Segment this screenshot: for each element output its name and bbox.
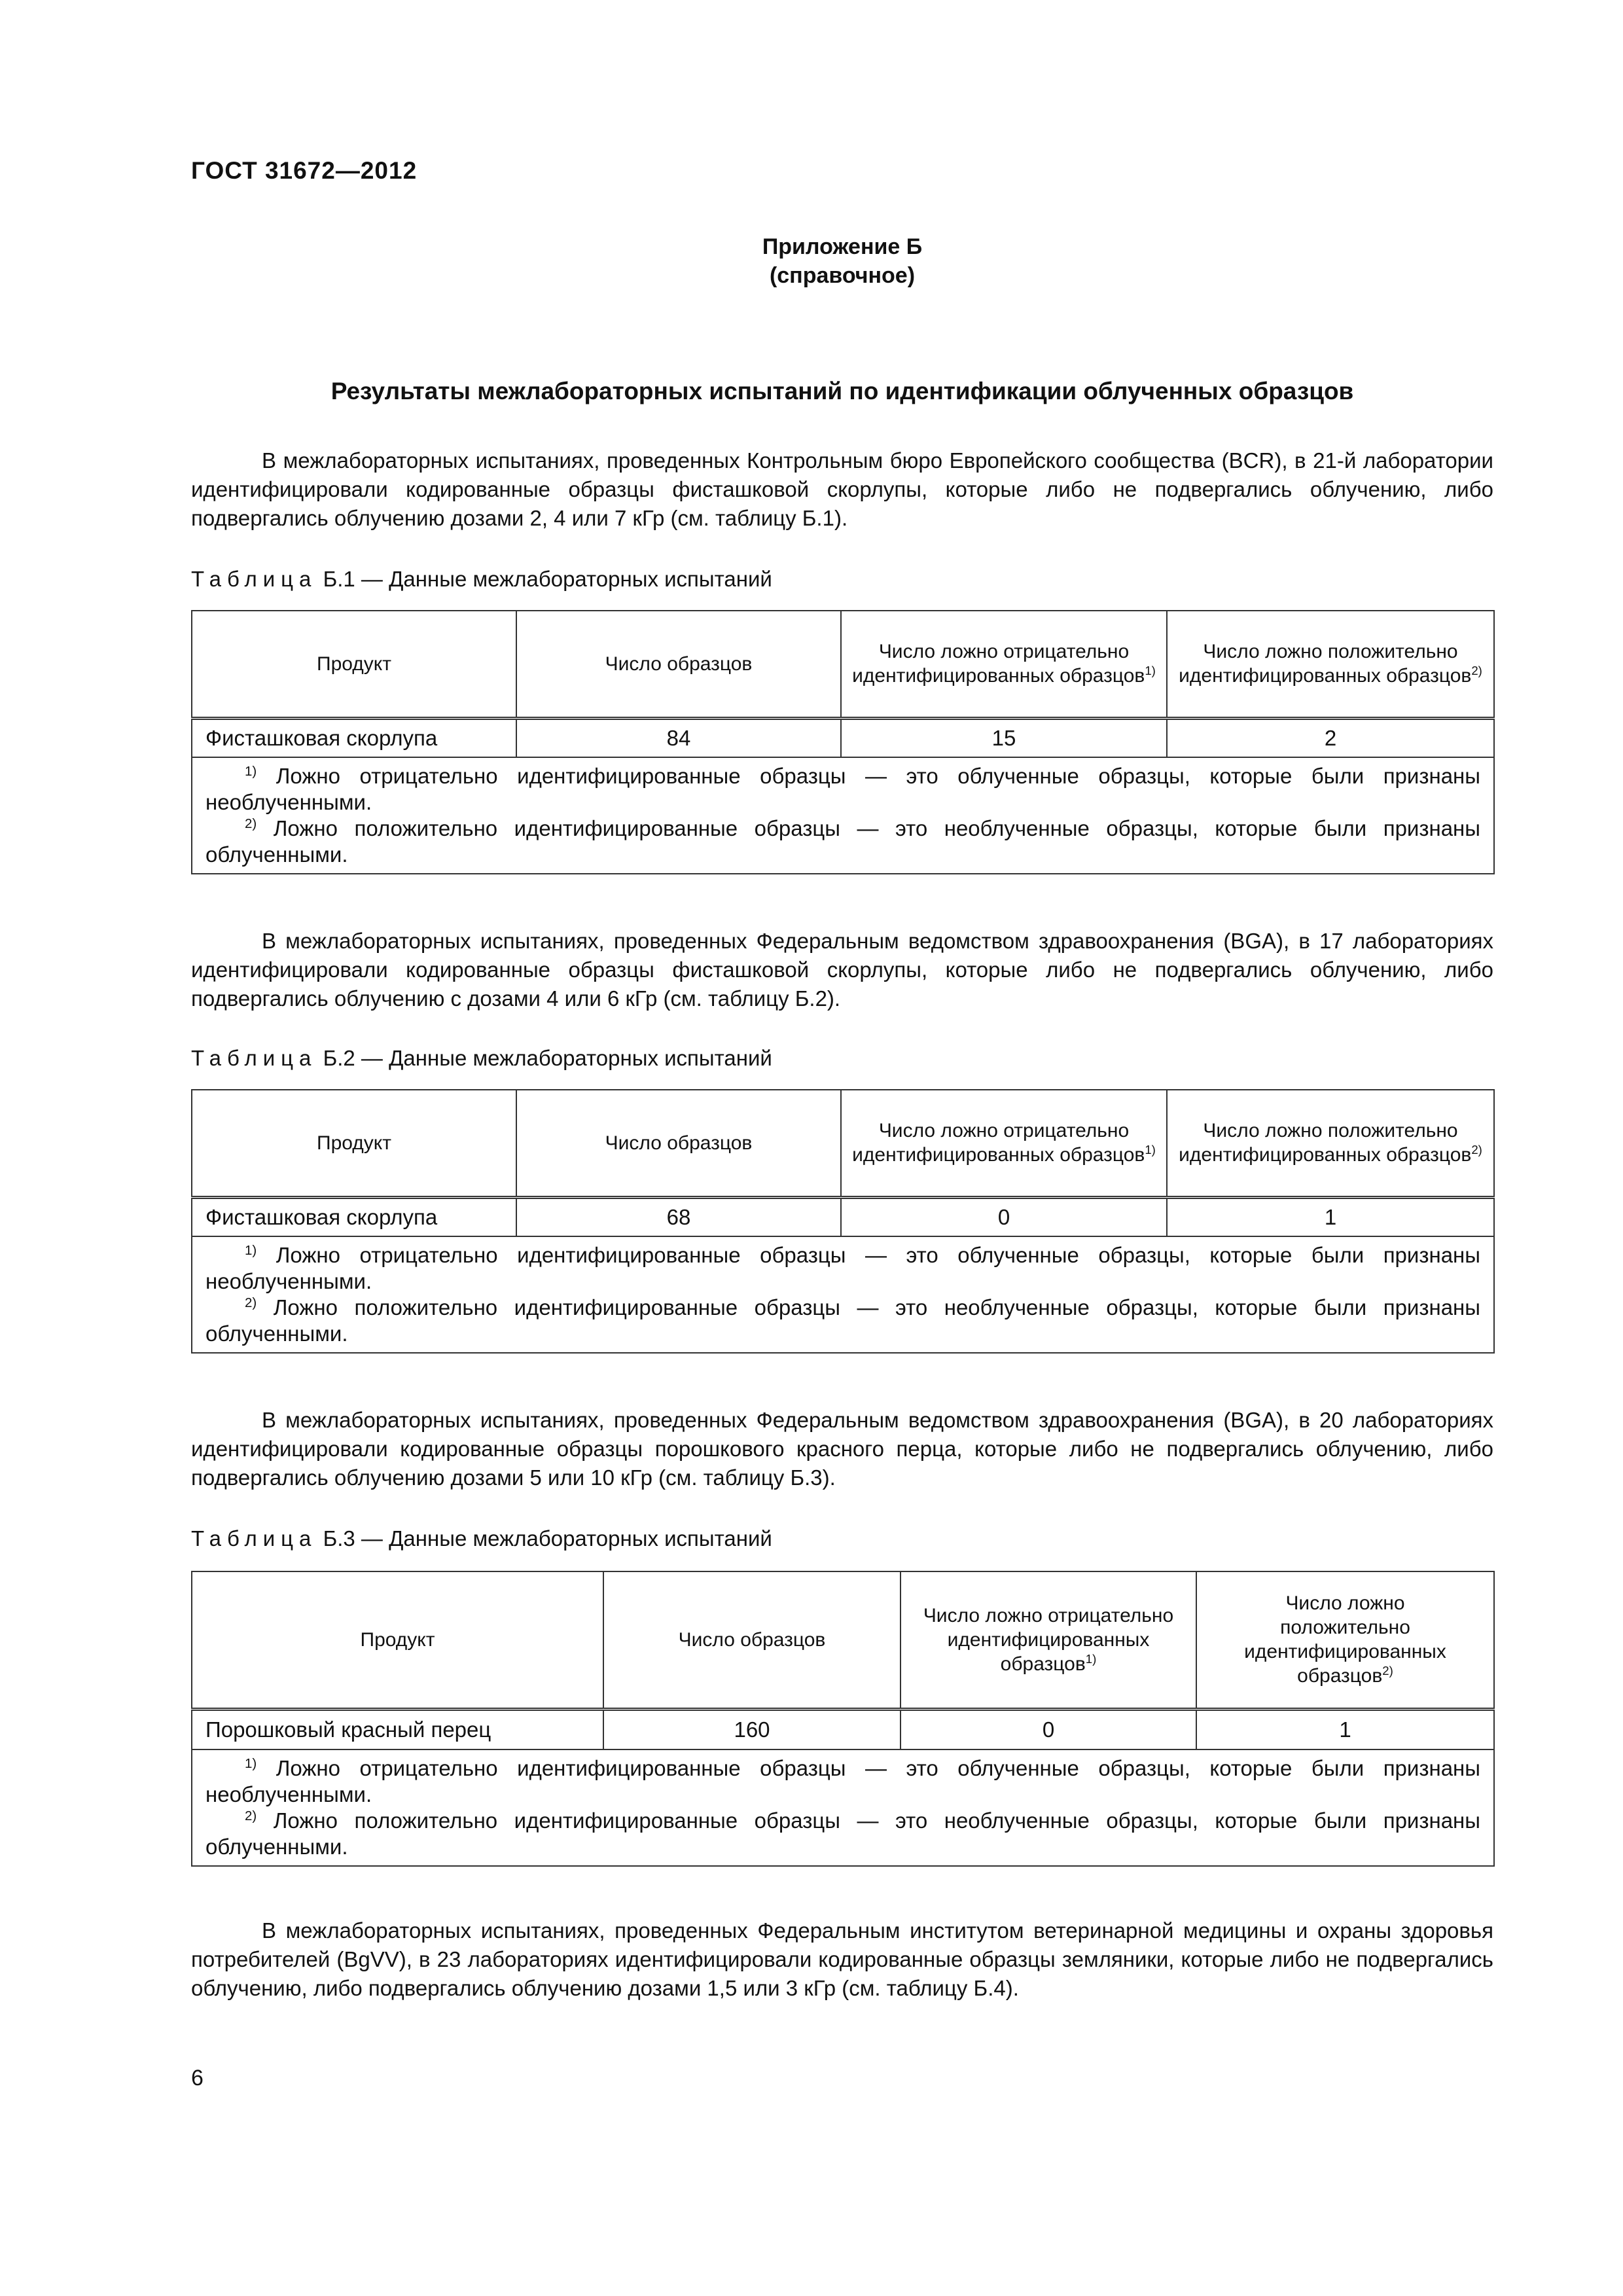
table-b2 — [191, 1089, 1495, 1354]
cell-false-positive: 2 — [1167, 718, 1494, 757]
table-caption-text: Б.2 — Данные межлабораторных испытаний — [323, 1046, 772, 1070]
table-notes-row — [192, 757, 1494, 874]
header-product: Продукт — [192, 1571, 603, 1709]
page-number: 6 — [191, 2066, 204, 2090]
document-page — [191, 0, 1493, 2296]
table-notes-row — [192, 1236, 1494, 1353]
table-row — [192, 718, 1494, 757]
cell-product: Порошковый красный перец — [192, 1709, 603, 1749]
paragraph-4 — [191, 1916, 1493, 2003]
table-notes-row — [192, 1749, 1494, 1866]
paragraph-text: В межлабораторных испытаниях, проведенных Федеральным ведомством здравоохранения (BGA), в 17 лабораториях идентифицировали кодированные образцы фисташковой скорлупы, которые либо не подвергались облучению, либо подвергались облучению с дозами 4 или 6 кГр (см. таблицу Б.2). — [191, 929, 1493, 1011]
footnote-1: $^{1)}$ Ложно отрицательно идентифицированные образцы — это облученные образцы, которые были признаны необлученными. — [205, 764, 1480, 814]
section-title: Результаты межлабораторных испытаний по идентификации облученных образцов — [330, 378, 1354, 404]
table-b1 — [191, 610, 1495, 874]
table-header-row — [192, 611, 1494, 718]
paragraph-3 — [191, 1406, 1493, 1492]
paragraph-text: В межлабораторных испытаниях, проведенных Контрольным бюро Европейского сообщества (BCR), в 21-й лаборатории идентифицировали кодированные образцы фисташковой скорлупы, которые либо не подвергались облучению, либо подвергались облучению дозами 2, 4 или 7 кГр (см. таблицу Б.1). — [191, 448, 1493, 530]
appendix-label: Приложение Б — [762, 234, 923, 259]
table-caption-label: Таблица — [191, 567, 317, 591]
table-b3 — [191, 1571, 1495, 1867]
table-caption-label: Таблица — [191, 1526, 317, 1551]
header-false-positive: Число ложно положительно идентифицированных образцов$^{2)}$ — [1167, 1090, 1494, 1197]
cell-sample-count: 160 — [603, 1709, 901, 1749]
table-caption-text: Б.1 — Данные межлабораторных испытаний — [323, 567, 772, 591]
table-caption-label: Таблица — [191, 1046, 317, 1070]
footnote-mark: 1) — [1145, 664, 1156, 678]
cell-false-negative: 15 — [841, 718, 1167, 757]
header-sample-count: Число образцов — [603, 1571, 901, 1709]
document-code: ГОСТ 31672—2012 — [191, 157, 418, 184]
appendix-type: (справочное) — [769, 263, 916, 288]
table-caption-text: Б.3 — Данные межлабораторных испытаний — [323, 1526, 772, 1551]
footnote-mark: 2) — [1471, 1143, 1482, 1157]
header-product: Продукт — [192, 1090, 516, 1197]
paragraph-2 — [191, 927, 1493, 1013]
cell-product: Фисташковая скорлупа — [192, 718, 516, 757]
footnote-1: $^{1)}$ Ложно отрицательно идентифицированные образцы — это облученные образцы, которые были признаны необлученными. — [205, 1756, 1480, 1806]
cell-sample-count: 84 — [516, 718, 841, 757]
table-notes — [192, 757, 1494, 874]
table-caption-b3 — [191, 1526, 772, 1551]
cell-false-positive: 1 — [1167, 1197, 1494, 1236]
header-sample-count: Число образцов — [516, 1090, 841, 1197]
footnote-mark: 2) — [1382, 1664, 1393, 1678]
footnote-mark: 1) — [1145, 1143, 1156, 1157]
cell-false-positive: 1 — [1196, 1709, 1494, 1749]
table-caption-b1 — [191, 567, 772, 592]
footnote-1: $^{1)}$ Ложно отрицательно идентифицированные образцы — это облученные образцы, которые были признаны необлученными. — [205, 1243, 1480, 1293]
table-row — [192, 1197, 1494, 1236]
cell-false-negative: 0 — [841, 1197, 1167, 1236]
paragraph-text: В межлабораторных испытаниях, проведенных Федеральным институтом ветеринарной медицины и охраны здоровья потребителей (BgVV), в 23 лабораториях идентифицировали кодированные образцы земляники, которые либо не подвергались облучению, либо подвергались облучению дозами 1,5 или 3 кГр (см. таблицу Б.4). — [191, 1918, 1493, 2000]
footnote-2: $^{2)}$ Ложно положительно идентифицированные образцы — это необлученные образцы, которые были признаны облученными. — [205, 816, 1481, 867]
paragraph-text: В межлабораторных испытаниях, проведенных Федеральным ведомством здравоохранения (BGA), в 20 лабораториях идентифицировали кодированные образцы порошкового красного перца, которые либо не подвергались облучению, либо подвергались облучению дозами 5 или 10 кГр (см. таблицу Б.3). — [191, 1408, 1493, 1490]
header-false-positive: Число ложно положительно идентифицированных образцов$^{2)}$ — [1167, 611, 1494, 718]
paragraph-1 — [191, 446, 1493, 533]
cell-false-negative: 0 — [901, 1709, 1196, 1749]
table-notes — [192, 1749, 1494, 1866]
header-false-negative: Число ложно отрицательно идентифицированных образцов$^{1)}$ — [901, 1571, 1196, 1709]
footnote-2: $^{2)}$ Ложно положительно идентифицированные образцы — это необлученные образцы, которые были признаны облученными. — [205, 1808, 1481, 1859]
header-product: Продукт — [192, 611, 516, 718]
cell-product: Фисташковая скорлупа — [192, 1197, 516, 1236]
table-header-row — [192, 1571, 1494, 1709]
footnote-mark: 1) — [1085, 1651, 1097, 1666]
header-false-positive: Число ложно положительно идентифицированных образцов$^{2)}$ — [1196, 1571, 1494, 1709]
table-caption-b2 — [191, 1046, 772, 1071]
cell-sample-count: 68 — [516, 1197, 841, 1236]
appendix-heading — [191, 232, 1493, 290]
table-header-row — [192, 1090, 1494, 1197]
header-false-negative: Число ложно отрицательно идентифицированных образцов$^{1)}$ — [841, 611, 1167, 718]
header-false-negative: Число ложно отрицательно идентифицированных образцов$^{1)}$ — [841, 1090, 1167, 1197]
table-notes — [192, 1236, 1494, 1353]
table-row — [192, 1709, 1494, 1749]
header-sample-count: Число образцов — [516, 611, 841, 718]
footnote-mark: 2) — [1471, 664, 1482, 678]
footnote-2: $^{2)}$ Ложно положительно идентифицированные образцы — это необлученные образцы, которые были признаны облученными. — [205, 1295, 1481, 1346]
